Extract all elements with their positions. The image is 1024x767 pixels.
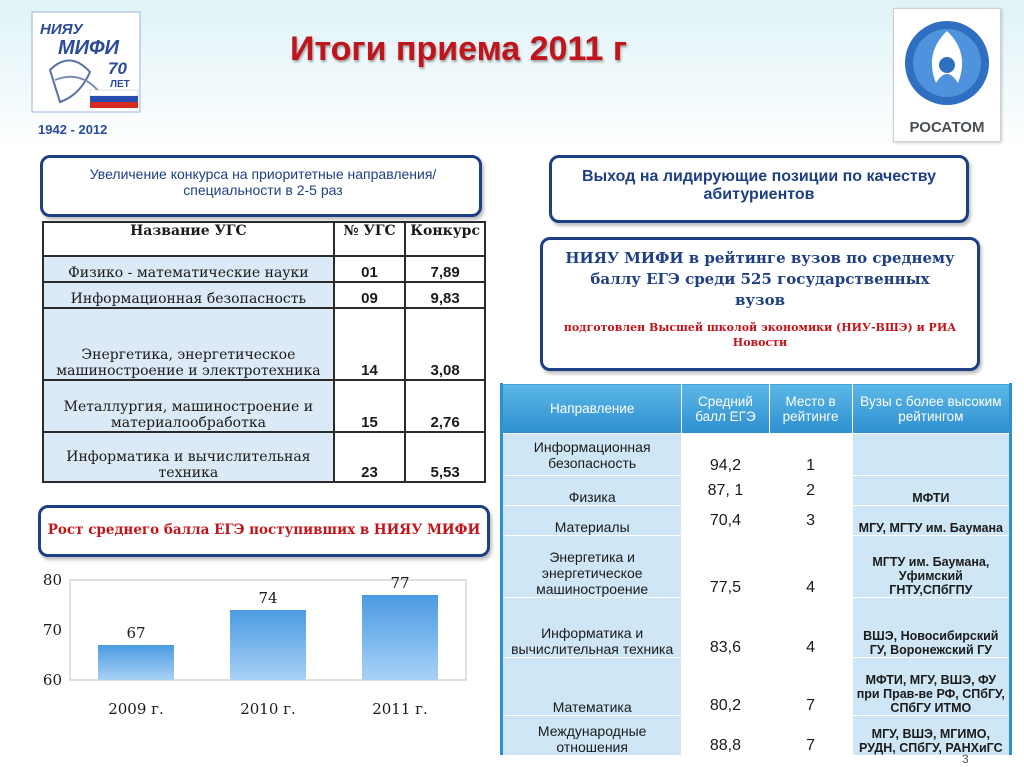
rank-row-direction: Информатика и вычислительная техника bbox=[503, 598, 682, 658]
rank-row-place: 2 bbox=[769, 476, 852, 506]
ugs-header-name: Название УГС bbox=[43, 222, 334, 256]
x-tick-label: 2011 г. bbox=[372, 700, 428, 718]
ugs-row-name: Информационная безопасность bbox=[43, 282, 334, 308]
rating-note: подготовлен Высшей школой экономики (НИУ-ВШЭ) и РИА Новости bbox=[563, 321, 957, 349]
page-title: Итоги приема 2011 г bbox=[290, 30, 628, 68]
rank-row-place: 7 bbox=[769, 658, 852, 716]
rank-row-score: 83,6 bbox=[682, 598, 769, 658]
rank-row-place: 3 bbox=[769, 506, 852, 536]
ugs-row-name: Информатика и вычислительная техника bbox=[43, 432, 334, 482]
rank-row-score: 80,2 bbox=[682, 658, 769, 716]
rank-row-higher: МГУ, ВШЭ, МГИМО, РУДН, СПбГУ, РАНХиГС bbox=[852, 716, 1009, 756]
table-row bbox=[503, 434, 1010, 476]
logo-anniversary: 70 bbox=[108, 59, 127, 78]
rank-row-higher: МГУ, МГТУ им. Баумана bbox=[852, 506, 1009, 536]
rank-row-score: 77,5 bbox=[682, 536, 769, 598]
chart-bar bbox=[98, 645, 174, 680]
logo-text-niyau: НИЯУ bbox=[40, 21, 83, 38]
ugs-row-code: 23 bbox=[334, 432, 405, 482]
competition-box bbox=[40, 155, 482, 217]
rank-header-direction: Направление bbox=[503, 384, 682, 434]
ege-score-chart bbox=[30, 570, 480, 720]
table-row bbox=[43, 282, 485, 308]
table-row bbox=[43, 256, 485, 282]
data-label: 74 bbox=[258, 589, 278, 607]
x-tick-label: 2009 г. bbox=[108, 700, 164, 718]
ugs-header-competition: Конкурс bbox=[405, 222, 485, 256]
rank-row-place: 4 bbox=[769, 536, 852, 598]
rank-row-direction: Математика bbox=[503, 658, 682, 716]
rank-header-place: Место в рейтинге bbox=[769, 384, 852, 434]
ranking-table bbox=[502, 383, 1010, 756]
ege-score-chart-svg bbox=[30, 570, 480, 720]
rating-title: НИЯУ МИФИ в рейтинге вузов по среднему баллу ЕГЭ среди 525 государственных вузов bbox=[565, 249, 955, 309]
header-background bbox=[0, 0, 1024, 150]
table-row bbox=[43, 380, 485, 432]
ugs-row-competition: 9,83 bbox=[405, 282, 485, 308]
chart-bar bbox=[230, 610, 306, 680]
table-row bbox=[43, 432, 485, 482]
table-row bbox=[503, 716, 1010, 756]
rank-row-direction: Материалы bbox=[503, 506, 682, 536]
rank-header-higher: Вузы с более высоким рейтингом bbox=[852, 384, 1009, 434]
page-number: 3 bbox=[962, 752, 969, 766]
rank-row-higher: ВШЭ, Новосибирский ГУ, Воронежский ГУ bbox=[852, 598, 1009, 658]
rank-row-score: 94,2 bbox=[682, 434, 769, 476]
table-row bbox=[43, 308, 485, 380]
chart-bar bbox=[362, 595, 438, 680]
rank-row-direction: Международные отношения bbox=[503, 716, 682, 756]
rosatom-wordmark: РОСАТОМ bbox=[909, 119, 985, 136]
rank-row-direction: Информационная безопасность bbox=[503, 434, 682, 476]
ugs-row-competition: 3,08 bbox=[405, 308, 485, 380]
leading-box bbox=[549, 155, 969, 223]
ugs-table bbox=[42, 221, 486, 483]
ugs-row-code: 15 bbox=[334, 380, 405, 432]
logo-anniv-unit: ЛЕТ bbox=[110, 79, 130, 90]
rank-row-higher bbox=[852, 434, 1009, 476]
rating-box bbox=[540, 237, 980, 371]
rank-row-place: 1 bbox=[769, 434, 852, 476]
competition-text: Увеличение конкурса на приоритетные направления/специальности в 2-5 раз bbox=[89, 166, 437, 198]
logo-text-mephi: МИФИ bbox=[58, 37, 120, 59]
rank-row-higher: МГТУ им. Баумана, Уфимский ГНТУ,СПбГПУ bbox=[852, 536, 1009, 598]
rank-row-score: 70,4 bbox=[682, 506, 769, 536]
rank-row-higher: МФТИ, МГУ, ВШЭ, ФУ при Прав-ве РФ, СПбГУ, СПбГУ ИТМО bbox=[852, 658, 1009, 716]
ugs-row-competition: 5,53 bbox=[405, 432, 485, 482]
ugs-row-name: Физико - математические науки bbox=[43, 256, 334, 282]
rank-row-score: 87, 1 bbox=[682, 476, 769, 506]
growth-box bbox=[38, 505, 490, 557]
table-row bbox=[503, 536, 1010, 598]
data-label: 67 bbox=[126, 624, 146, 642]
ugs-row-name: Энергетика, энергетическое машиностроение и электротехника bbox=[43, 308, 334, 380]
ugs-row-competition: 2,76 bbox=[405, 380, 485, 432]
ugs-row-name: Металлургия, машиностроение и материалообработка bbox=[43, 380, 334, 432]
x-tick-label: 2010 г. bbox=[240, 700, 296, 718]
rank-row-direction: Физика bbox=[503, 476, 682, 506]
y-tick-label: 80 bbox=[42, 571, 62, 589]
rank-row-place: 7 bbox=[769, 716, 852, 756]
ugs-row-code: 09 bbox=[334, 282, 405, 308]
rank-row-direction: Энергетика и энергетическое машиностроение bbox=[503, 536, 682, 598]
ugs-row-code: 14 bbox=[334, 308, 405, 380]
ugs-row-competition: 7,89 bbox=[405, 256, 485, 282]
table-row bbox=[503, 598, 1010, 658]
ugs-header-code: № УГС bbox=[334, 222, 405, 256]
table-row bbox=[503, 658, 1010, 716]
data-label: 77 bbox=[390, 574, 410, 592]
y-tick-label: 60 bbox=[42, 671, 62, 689]
rank-row-higher: МФТИ bbox=[852, 476, 1009, 506]
leading-text: Выход на лидирующие позиции по качеству абитуриентов bbox=[581, 168, 937, 203]
table-row bbox=[503, 506, 1010, 536]
ugs-row-code: 01 bbox=[334, 256, 405, 282]
logo-years: 1942 - 2012 bbox=[38, 122, 108, 137]
mephi-logo bbox=[30, 10, 145, 140]
rank-header-score: Средний балл ЕГЭ bbox=[682, 384, 769, 434]
y-tick-label: 70 bbox=[42, 621, 62, 639]
growth-text: Рост среднего балла ЕГЭ поступивших в НИЯУ МИФИ bbox=[47, 522, 481, 538]
table-row bbox=[503, 476, 1010, 506]
rosatom-logo bbox=[893, 8, 1001, 142]
rank-row-score: 88,8 bbox=[682, 716, 769, 756]
rank-row-place: 4 bbox=[769, 598, 852, 658]
